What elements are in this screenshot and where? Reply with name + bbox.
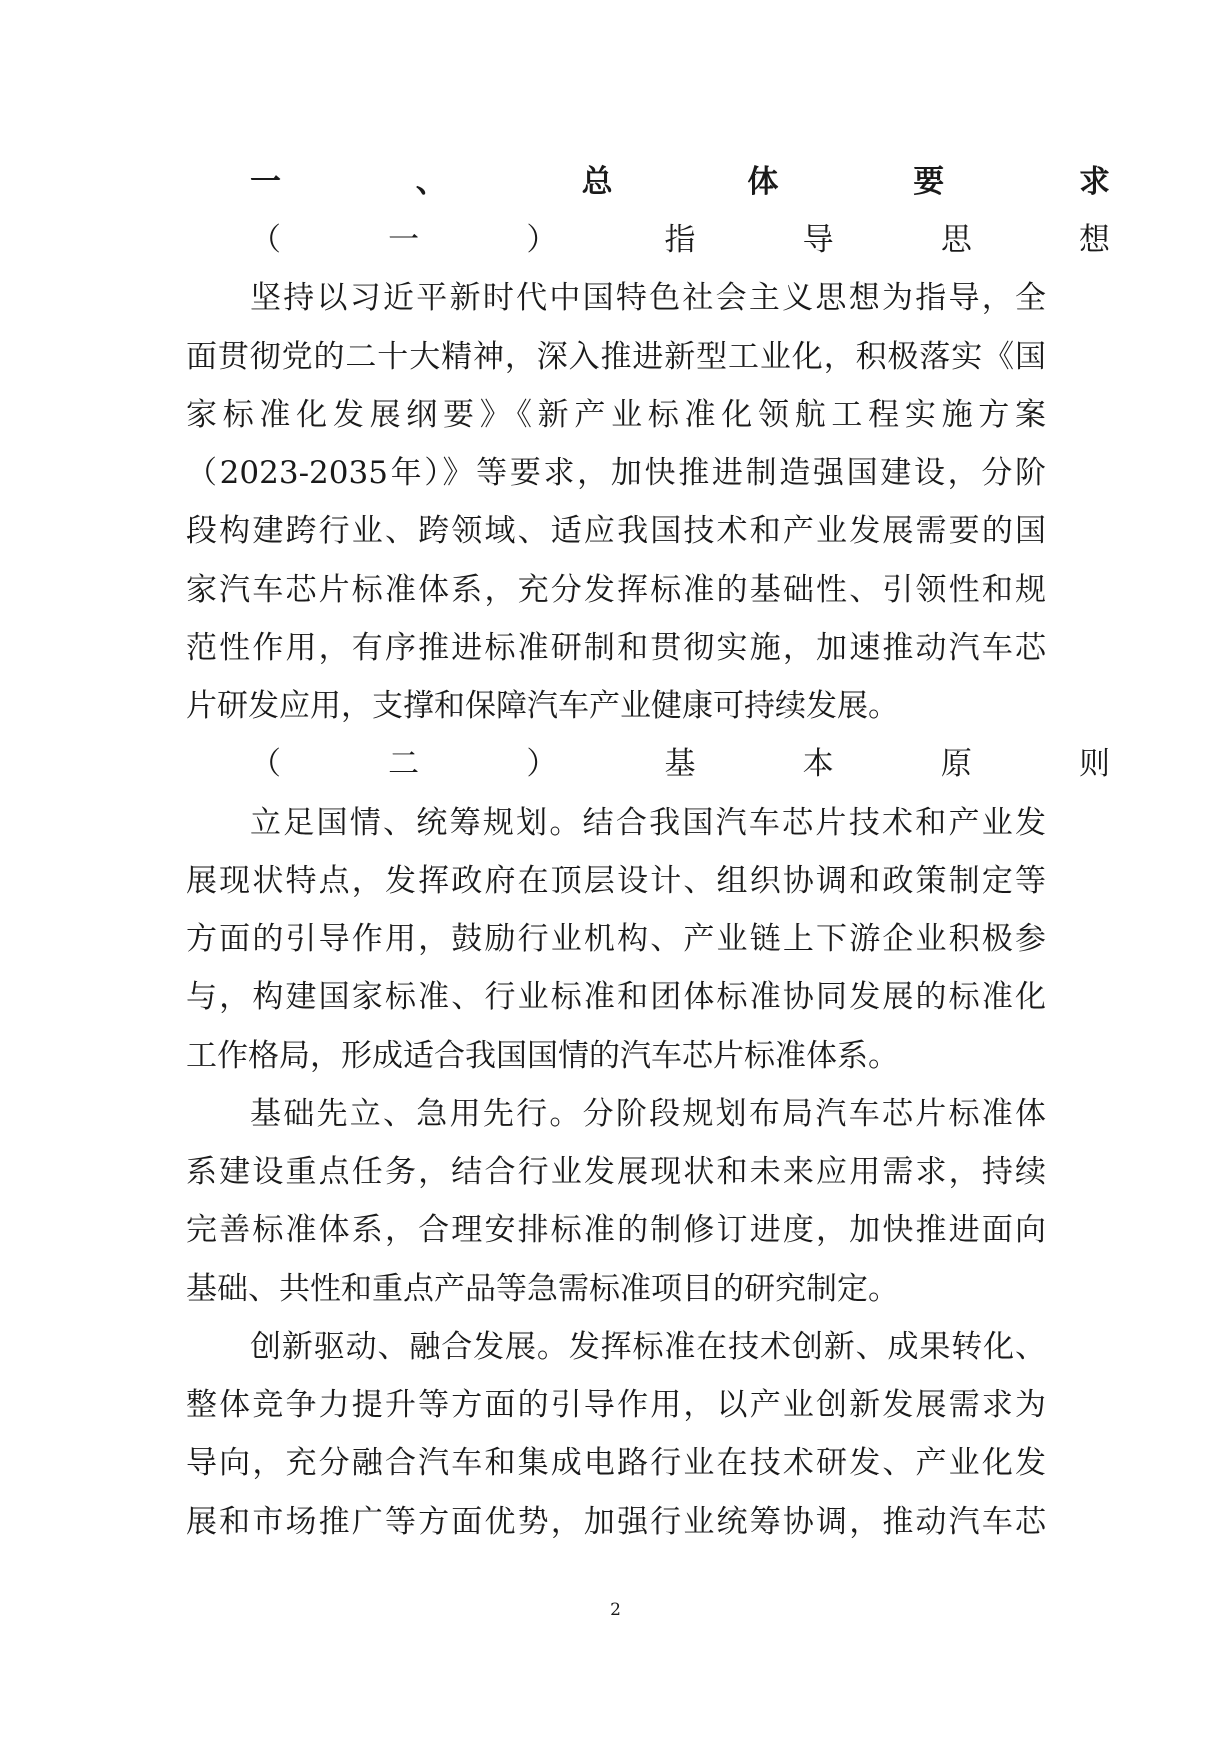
paragraph-line: 系建设重点任务，结合行业发展现状和未来应用需求，持续 [186,1154,1046,1190]
subsection-heading-basic-principles: （二）基本原则 [250,746,1110,782]
paragraph-line: 段构建跨行业、跨领域、适应我国技术和产业发展需要的国 [186,513,1046,549]
paragraph-line: 整体竞争力提升等方面的引导作用，以产业创新发展需求为 [186,1387,1046,1423]
paragraph-line: 创新驱动、融合发展。发挥标准在技术创新、成果转化、 [250,1329,1046,1365]
paragraph-line: 导向，充分融合汽车和集成电路行业在技术研发、产业化发 [186,1445,1046,1481]
subsection-heading-guiding-ideology: （一）指导思想 [250,222,1110,258]
paragraph-line: 片研发应用，支撑和保障汽车产业健康可持续发展。 [186,688,899,724]
page-number: 2 [610,1600,621,1620]
paragraph-line: 完善标准体系，合理安排标准的制修订进度，加快推进面向 [186,1212,1046,1248]
paragraph-line: 与，构建国家标准、行业标准和团体标准协同发展的标准化 [186,979,1046,1015]
paragraph-line: 工作格局，形成适合我国国情的汽车芯片标准体系。 [186,1038,899,1074]
paragraph-line: 基础先立、急用先行。分阶段规划布局汽车芯片标准体 [250,1096,1046,1132]
paragraph-line: 方面的引导作用，鼓励行业机构、产业链上下游企业积极参 [186,921,1046,957]
paragraph-line: 展和市场推广等方面优势，加强行业统筹协调，推动汽车芯 [186,1504,1046,1540]
paragraph-line: 立足国情、统筹规划。结合我国汽车芯片技术和产业发 [250,805,1046,841]
paragraph-line: （2023-2035年）》等要求，加快推进制造强国建设，分阶 [186,455,1046,491]
paragraph-line: 坚持以习近平新时代中国特色社会主义思想为指导，全 [250,280,1046,316]
paragraph-line: 家汽车芯片标准体系，充分发挥标准的基础性、引领性和规 [186,572,1046,608]
paragraph-line: 面贯彻党的二十大精神，深入推进新型工业化，积极落实《国 [186,339,1046,375]
section-heading: 一、总体要求 [250,164,1110,200]
paragraph-line: 基础、共性和重点产品等急需标准项目的研究制定。 [186,1271,899,1307]
paragraph-line: 家标准化发展纲要》《新产业标准化领航工程实施方案 [186,397,1046,433]
paragraph-line: 范性作用，有序推进标准研制和贯彻实施，加速推动汽车芯 [186,630,1046,666]
paragraph-line: 展现状特点，发挥政府在顶层设计、组织协调和政策制定等 [186,863,1046,899]
